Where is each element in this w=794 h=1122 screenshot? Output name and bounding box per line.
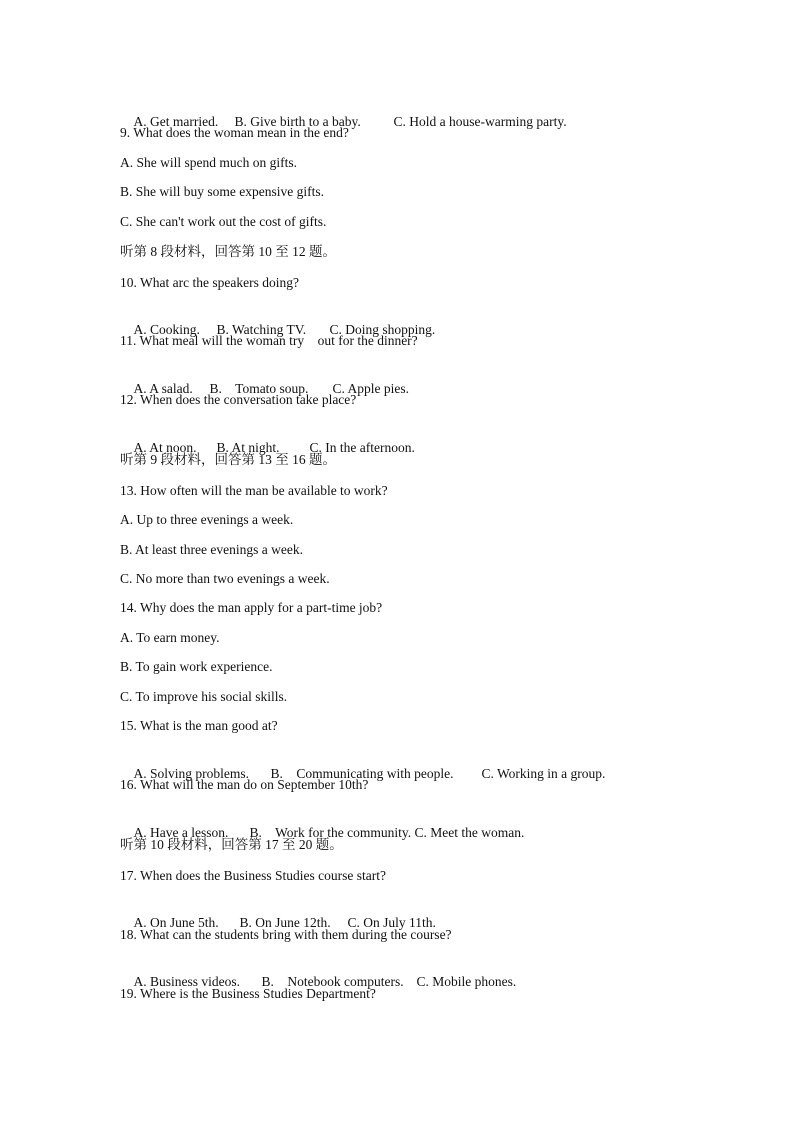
question-18: 18. What can the students bring with them during the course? (120, 927, 452, 942)
question-16: 16. What will the man do on September 10th? (120, 777, 369, 792)
answer-line: A. She will spend much on gifts. (120, 155, 297, 170)
option-b: B. Tomato soup. (209, 381, 309, 396)
option-c: C. Hold a house-warming party. (393, 114, 567, 129)
option-a: A. Have a lesson. (133, 825, 229, 840)
answer-line: C. No more than two evenings a week. (120, 571, 330, 586)
option-c: C. In the afternoon. (309, 440, 415, 455)
question-11: 11. What meal will the woman try out for the dinner? (120, 333, 418, 348)
option-b: B. At night. (216, 440, 280, 455)
question-13: 13. How often will the man be available to work? (120, 483, 388, 498)
option-b: B. Give birth to a baby. (234, 114, 361, 129)
answer-line: C. She can't work out the cost of gifts. (120, 214, 327, 229)
option-a: A. Business videos. (133, 974, 241, 989)
option-b: B. Watching TV. (216, 322, 307, 337)
option-b: B. On June 12th. (239, 915, 331, 930)
question-19: 19. Where is the Business Studies Department? (120, 986, 376, 1001)
option-a: A. Get married. (133, 114, 219, 129)
option-c: C. On July 11th. (347, 915, 436, 930)
section-instruction: 听第 10 段材料，回答第 17 至 20 题。 (120, 837, 343, 852)
answer-line: B. To gain work experience. (120, 659, 273, 674)
question-10: 10. What arc the speakers doing? (120, 275, 299, 290)
option-b: B. Notebook computers. (261, 974, 404, 989)
option-c: C. Doing shopping. (329, 322, 436, 337)
answer-line: A. Up to three evenings a week. (120, 512, 294, 527)
section-instruction: 听第 9 段材料，回答第 13 至 16 题。 (120, 452, 336, 467)
question-17: 17. When does the Business Studies course start? (120, 868, 386, 883)
question-14: 14. Why does the man apply for a part-time job? (120, 600, 383, 615)
question-9: 9. What does the woman mean in the end? (120, 125, 349, 140)
option-a: A. At noon. (133, 440, 197, 455)
question-15: 15. What is the man good at? (120, 718, 278, 733)
option-a: A. On June 5th. (133, 915, 219, 930)
option-a: A. A salad. (133, 381, 193, 396)
option-a: A. Cooking. (133, 322, 200, 337)
answer-line: C. To improve his social skills. (120, 689, 288, 704)
answer-line: A. To earn money. (120, 630, 220, 645)
answer-line: B. At least three evenings a week. (120, 542, 303, 557)
option-b-c: B. Work for the community. C. Meet the woman. (249, 825, 525, 840)
option-b: B. Communicating with people. (270, 766, 454, 781)
option-c: C. Working in a group. (481, 766, 606, 781)
option-c: C. Apple pies. (332, 381, 409, 396)
section-instruction: 听第 8 段材料，回答第 10 至 12 题。 (120, 244, 336, 259)
option-a: A. Solving problems. (133, 766, 250, 781)
option-c: C. Mobile phones. (416, 974, 517, 989)
question-12: 12. When does the conversation take place? (120, 392, 357, 407)
answer-line: B. She will buy some expensive gifts. (120, 184, 324, 199)
